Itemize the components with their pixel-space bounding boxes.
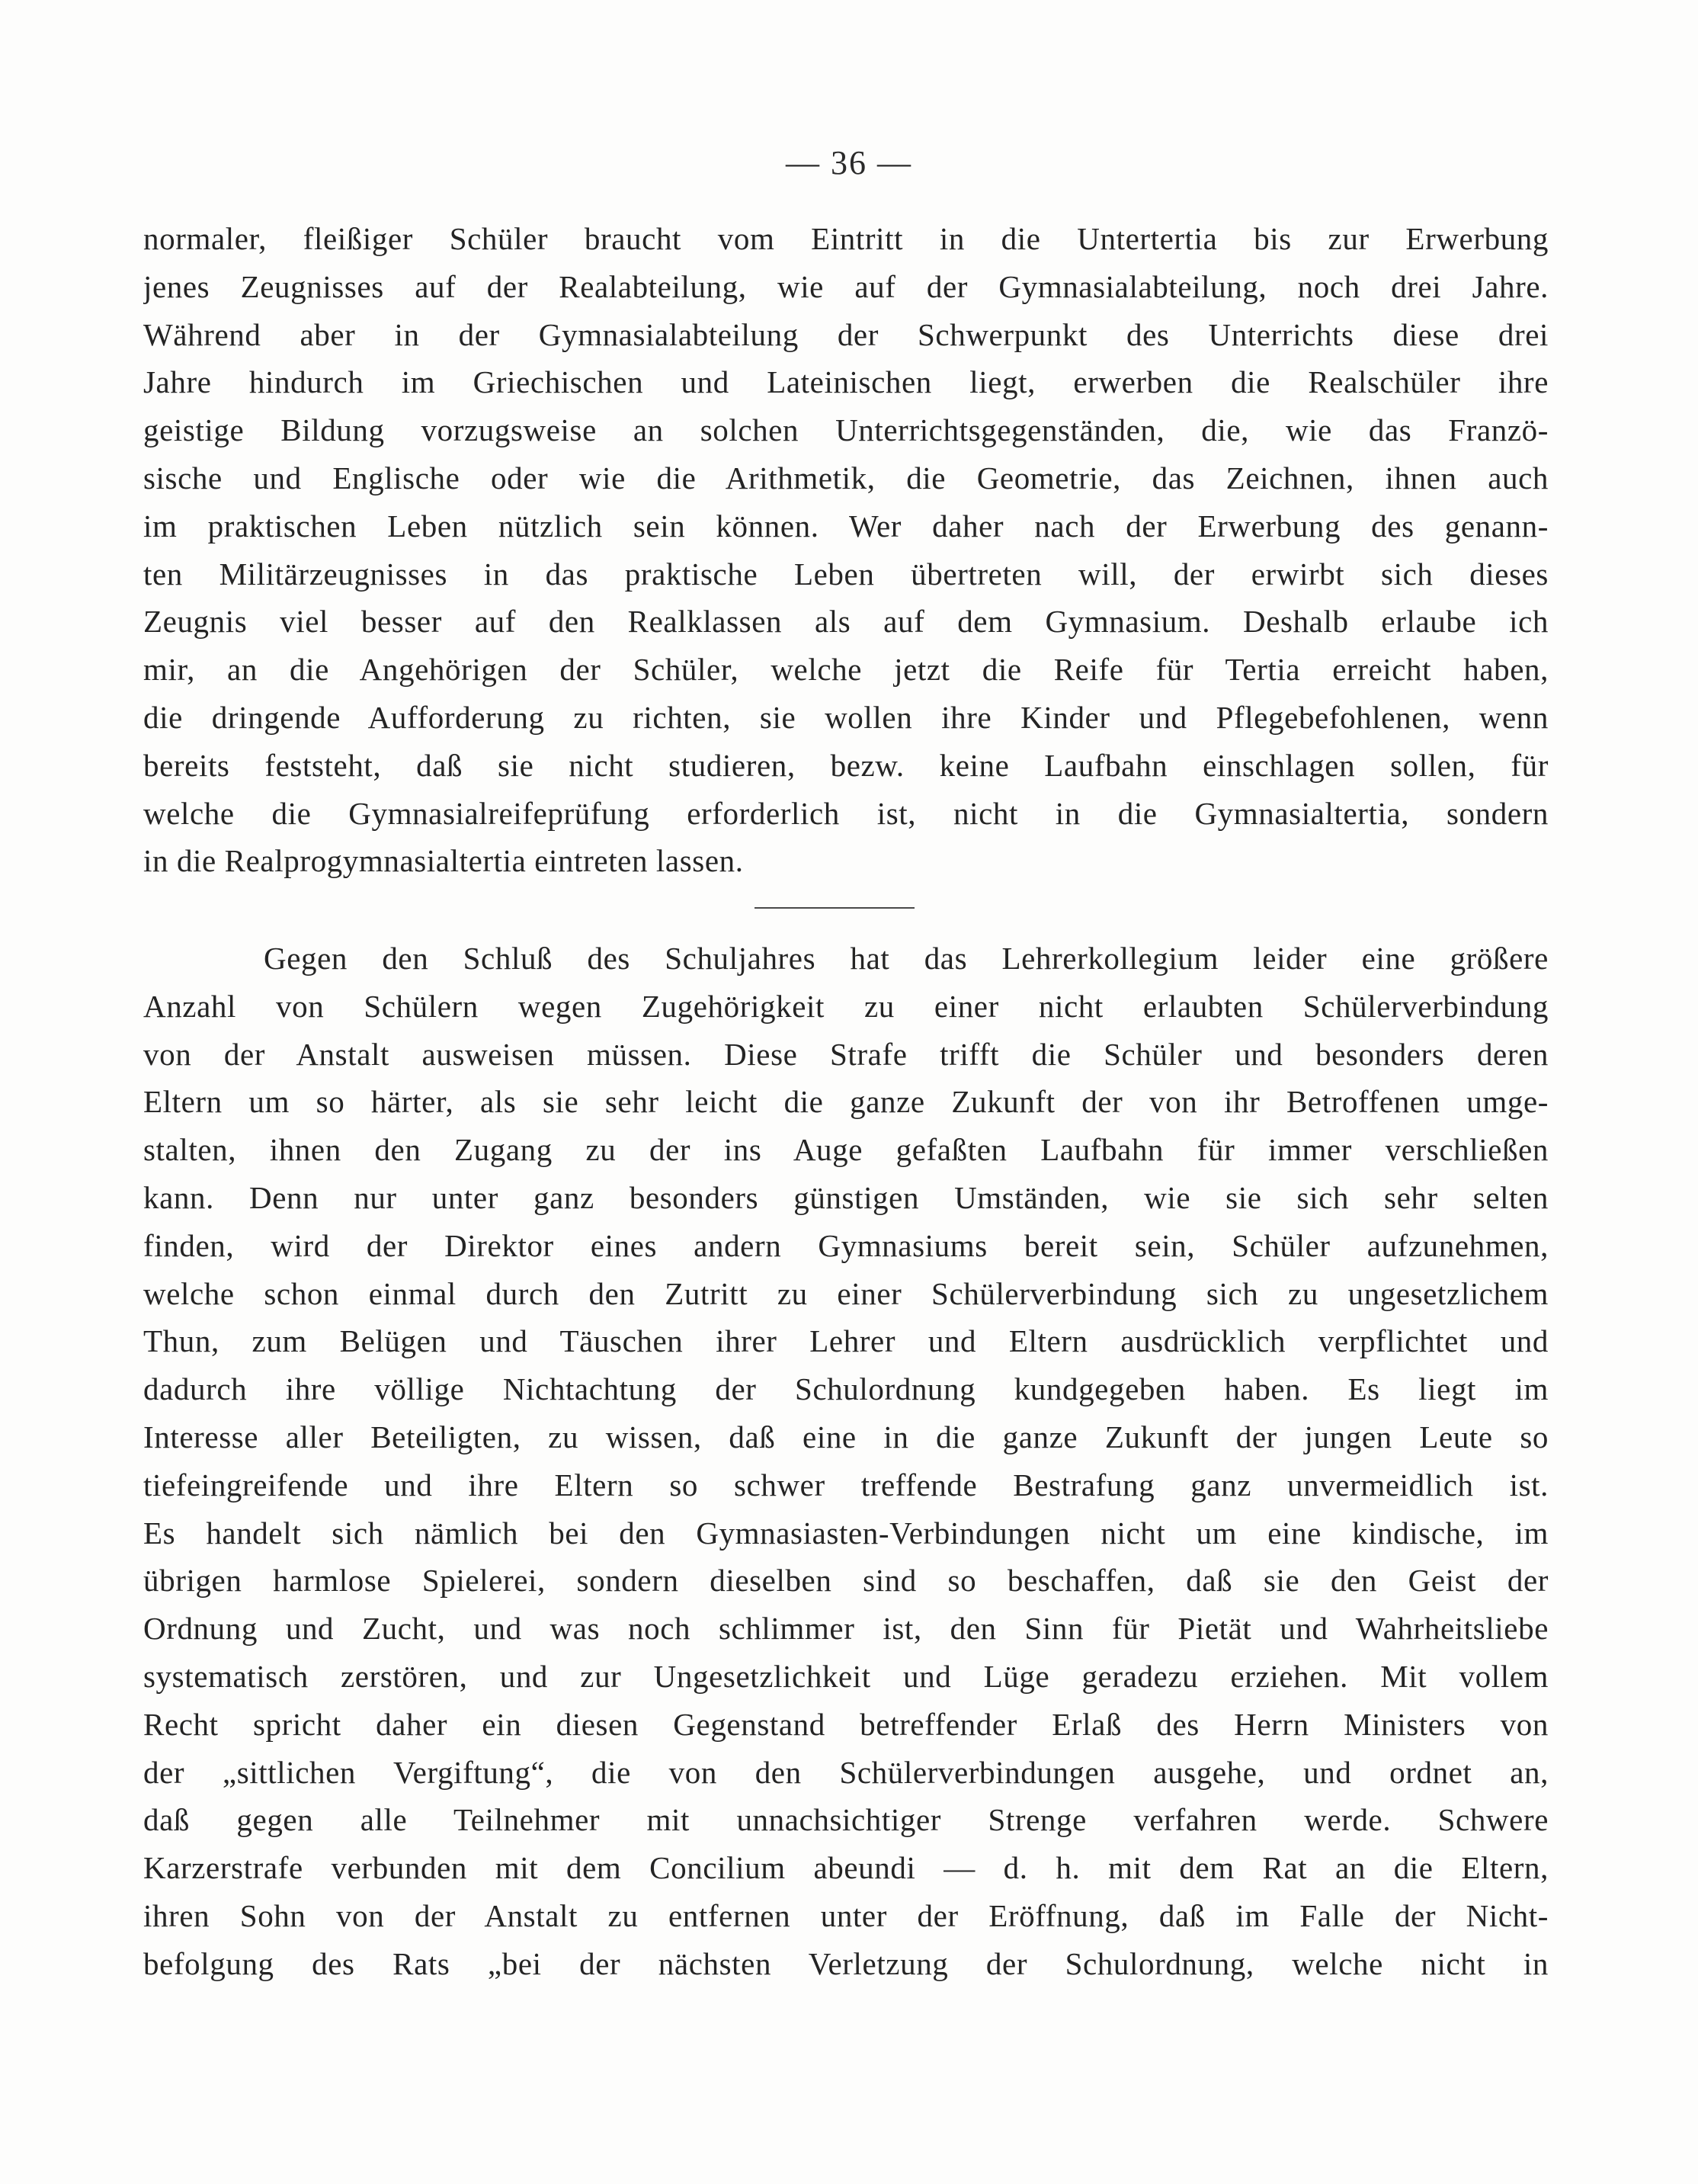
- text-line: übrigen harmlose Spielerei, sondern dieselben sind so beschaffen, daß sie den Geist der: [143, 1563, 1549, 1599]
- text-line: normaler, fleißiger Schüler braucht vom Eintritt in die Untertertia bis zur Erwerbung: [143, 221, 1549, 256]
- text-line: finden, wird der Direktor eines andern Gymnasiums bereit sein, Schüler aufzunehmen,: [143, 1227, 1549, 1263]
- text-line: dadurch ihre völlige Nichtachtung der Schulordnung kundgegeben haben. Es liegt im: [143, 1371, 1549, 1407]
- paragraph-1: [143, 215, 1549, 885]
- paragraph-2: [143, 935, 1549, 1988]
- text-line: Anzahl von Schülern wegen Zugehörigkeit zu einer nicht erlaubten Schülerverbindung: [143, 988, 1549, 1024]
- text-line: im praktischen Leben nützlich sein können. Wer daher nach der Erwerbung des genann-: [143, 508, 1549, 544]
- text-line: welche die Gymnasialreifeprüfung erforderlich ist, nicht in die Gymnasialtertia, sondern: [143, 795, 1549, 831]
- text-line: kann. Denn nur unter ganz besonders günstigen Umständen, wie sie sich sehr selten: [143, 1179, 1549, 1215]
- text-line: welche schon einmal durch den Zutritt zu einer Schülerverbindung sich zu ungesetzlichem: [143, 1275, 1549, 1311]
- text-line: Während aber in der Gymnasialabteilung der Schwerpunkt des Unterrichts diese drei: [143, 316, 1549, 352]
- text-line: stalten, ihnen den Zugang zu der ins Auge gefaßten Laufbahn für immer verschließen: [143, 1132, 1549, 1168]
- text-line: Thun, zum Belügen und Täuschen ihrer Lehrer und Eltern ausdrücklich verpflichtet und: [143, 1323, 1549, 1359]
- text-line: der „sittlichen Vergiftung“, die von den Schülerverbindungen ausgehe, und ordnet an,: [143, 1754, 1549, 1790]
- text-line: sische und Englische oder wie die Arithmetik, die Geometrie, das Zeichnen, ihnen auch: [143, 460, 1549, 495]
- text-line: mir, an die Angehörigen der Schüler, welche jetzt die Reife für Tertia erreicht haben,: [143, 652, 1549, 688]
- text-line: Ordnung und Zucht, und was noch schlimmer ist, den Sinn für Pietät und Wahrheitsliebe: [143, 1611, 1549, 1647]
- text-line: Recht spricht daher ein diesen Gegenstand betreffender Erlaß des Herrn Ministers von: [143, 1706, 1549, 1742]
- text-line: in die Realprogymnasialtertia eintreten lassen.: [143, 843, 744, 879]
- text-line: Interesse aller Beteiligten, zu wissen, daß eine in die ganze Zukunft der jungen Leute so: [143, 1419, 1549, 1454]
- text-line: bereits feststeht, daß sie nicht studieren, bezw. keine Laufbahn einschlagen sollen, für: [143, 747, 1549, 783]
- text-line: daß gegen alle Teilnehmer mit unnachsichtiger Strenge verfahren werde. Schwere: [143, 1802, 1549, 1838]
- text-line: Jahre hindurch im Griechischen und Lateinischen liegt, erwerben die Realschüler ihre: [143, 364, 1549, 400]
- text-line: Gegen den Schluß des Schuljahres hat das Lehrerkollegium leider eine größere: [264, 941, 1549, 976]
- text-line: von der Anstalt ausweisen müssen. Diese Strafe trifft die Schüler und besonders deren: [143, 1036, 1549, 1072]
- text-line: befolgung des Rats „bei der nächsten Verletzung der Schulordnung, welche nicht in: [143, 1945, 1549, 1981]
- page-number: — 36 —: [786, 144, 912, 181]
- text-line: Karzerstrafe verbunden mit dem Concilium abeundi — d. h. mit dem Rat an die Eltern,: [143, 1850, 1549, 1886]
- text-line: Zeugnis viel besser auf den Realklassen als auf dem Gymnasium. Deshalb erlaube ich: [143, 604, 1549, 640]
- text-line: jenes Zeugnisses auf der Realabteilung, wie auf der Gymnasialabteilung, noch drei Jahre.: [143, 268, 1549, 304]
- text-line: tiefeingreifende und ihre Eltern so schwer treffende Bestrafung ganz unvermeidlich ist.: [143, 1467, 1549, 1503]
- text-line: Eltern um so härter, als sie sehr leicht die ganze Zukunft der von ihr Betroffenen umge-: [143, 1084, 1549, 1120]
- section-divider: [754, 907, 915, 909]
- text-line: geistige Bildung vorzugsweise an solchen Unterrichtsgegenständen, die, wie das Franzö-: [143, 412, 1549, 448]
- text-line: Es handelt sich nämlich bei den Gymnasiasten-Verbindungen nicht um eine kindische, im: [143, 1515, 1549, 1551]
- text-line: ihren Sohn von der Anstalt zu entfernen unter der Eröffnung, daß im Falle der Nicht-: [143, 1897, 1549, 1933]
- text-line: die dringende Aufforderung zu richten, sie wollen ihre Kinder und Pflegebefohlenen, wenn: [143, 699, 1549, 735]
- text-line: ten Militärzeugnisses in das praktische Leben übertreten will, der erwirbt sich dieses: [143, 556, 1549, 592]
- text-line: systematisch zerstören, und zur Ungesetzlichkeit und Lüge geradezu erziehen. Mit vollem: [143, 1658, 1549, 1694]
